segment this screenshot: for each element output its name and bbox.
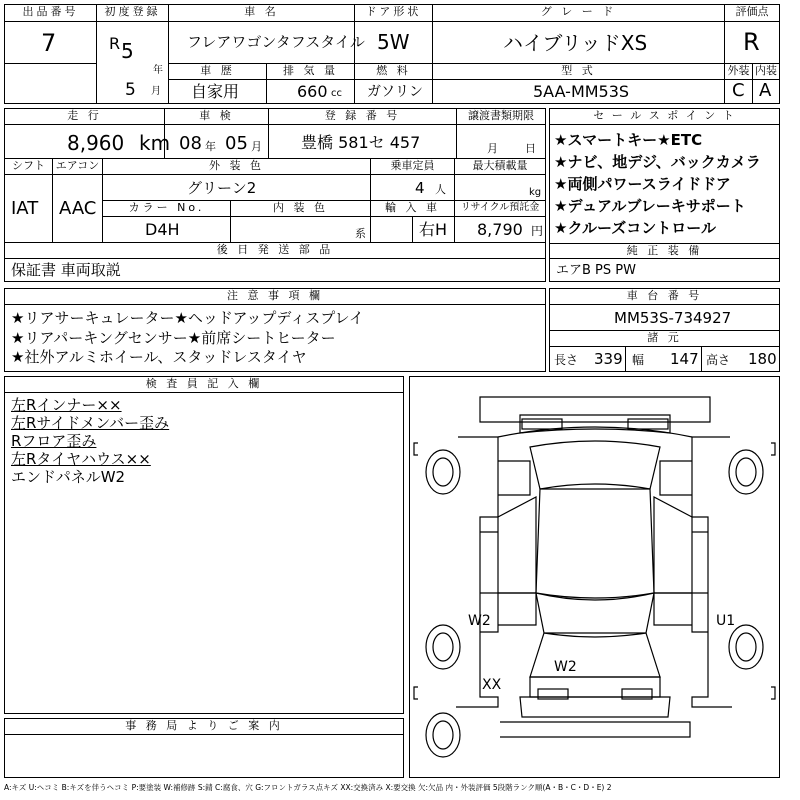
model: 5AA-MM53S [533,82,630,101]
insp-month-unit: 月 [251,140,262,153]
import-label: 輸 入 車 [371,201,455,217]
first-reg-cell [97,22,169,103]
import-blank [371,217,413,243]
disp-cell [267,80,355,103]
diagram-mark-left: W2 [468,613,491,629]
mileage-label: 走 行 [5,109,165,125]
load-label: 最大積載量 [455,159,545,175]
fuel-cell [355,80,433,103]
history-label: 車 歴 [169,64,267,80]
lot-no-cell [5,22,97,64]
recycle-cell [455,217,545,243]
sales-points-label: セ ー ル ス ポ イ ン ト [550,109,779,125]
height-label: 高さ [706,353,731,367]
grade-cell [433,22,725,64]
insp-year: 08 [179,133,202,154]
int-color-cell [231,217,371,243]
sales-point-3: ★両側パワースライドドア [554,175,731,193]
reg-month-unit: 月 [151,86,161,97]
shift-cell [5,175,53,243]
color-no-cell [103,217,231,243]
history-cell [169,80,267,103]
lot-no-label: 出品番号 [5,5,97,22]
equipment: エアB PS PW [556,263,636,278]
capacity-unit: 人 [435,183,446,196]
note-2: ★リアパーキングセンサー★前席シートヒーター [11,329,336,347]
mid-section [4,108,546,282]
inspection-label: 車 検 [165,109,269,125]
notes-section [4,288,546,372]
model-label: 型 式 [433,64,725,80]
legend: A:キズ U:ヘコミ B:キズを伴うヘコミ P:要塗装 W:補修跡 S:錆 C:腐食、穴 G:フロントガラス点キズ XX:交換済み X:要交換 欠:欠品 内・外装評価 5段階ランク順(A・B・C・D・E) 2 [4,783,612,792]
score-cell [725,22,779,64]
door-cell [355,22,433,64]
later: 保証書 車両取説 [11,261,121,279]
capacity: 4 [415,179,425,197]
model-cell [433,80,725,103]
ext-label: 外装 [725,64,753,80]
insp-month: 05 [225,133,248,154]
disp: 660 [297,82,328,101]
office-section [4,718,404,778]
note-3: ★社外アルミホイール、スタッドレスタイヤ [11,348,307,366]
car-outline-diagram [410,377,779,777]
shift-label: シフト [5,159,53,175]
ext: C [732,80,745,101]
inspector-line-2: 左Rサイドメンバー歪み [11,414,170,432]
chassis-cell [550,305,779,331]
capacity-cell [371,175,455,201]
recycle-label: リサイクル預託金 [455,201,545,217]
chassis-section [549,288,780,372]
sales-point-2: ★ナビ、地デジ、バックカメラ [554,153,761,171]
ac-cell [53,175,103,243]
car-name-cell [169,22,365,64]
note-1: ★リアサーキュレーター★ヘッドアップディスプレイ [11,309,364,327]
color-no-label: カラー No. [103,201,231,217]
door: 5W [377,30,410,54]
length-cell [550,347,626,371]
era: R [109,34,121,53]
length: 339 [594,350,623,368]
disp-unit: cc [331,88,342,99]
top-section [4,4,780,104]
equipment-label: 純 正 装 備 [550,243,779,259]
ac: AAC [59,198,97,219]
reg-year-unit: 年 [153,65,163,76]
diagram-mark-right: U1 [716,613,736,629]
notes-label: 注 意 事 項 欄 [5,289,545,305]
grade-label: グ レ ー ド [433,5,725,22]
reg-no-cell [269,125,457,159]
reg-no-label: 登 録 番 号 [269,109,457,125]
grade: ハイブリッドXS [503,31,648,55]
width-label: 幅 [632,353,645,367]
transfer-label: 譲渡書類期限 [457,109,545,125]
recycle-unit: 円 [531,224,544,238]
score-label: 評価点 [725,5,779,22]
width: 147 [670,350,699,368]
inspector-line-1: 左Rインナー×× [11,396,122,414]
score: R [743,28,760,56]
sales-point-4: ★デュアルブレーキサポート [554,197,746,215]
fuel: ガソリン [367,84,423,100]
chassis-no: MM53S-734927 [614,309,732,327]
int: A [759,80,772,101]
sales-point-1: ★スマートキー★ETC [554,131,703,149]
inspector-section [4,376,404,714]
inspector-line-3: Rフロア歪み [11,432,97,450]
inspection-cell [165,125,269,159]
ext-color-cell [103,175,371,201]
reg-no: 豊橋 581セ 457 [301,133,421,152]
recycle: 8,790 [477,220,523,239]
int-cell [753,80,779,103]
lot-blank [5,64,97,103]
color-no: D4H [145,220,180,239]
diagram-mark-center: W2 [554,659,577,675]
length-label: 長さ [554,353,579,367]
transfer-month: 月 [487,142,498,155]
steering: 右H [419,220,448,239]
load-unit: kg [529,187,542,198]
diagram-mark-xx: XX [482,677,502,693]
mileage: 8,960 [67,131,125,155]
fuel-label: 燃 料 [355,64,433,80]
capacity-label: 乗車定員 [371,159,455,175]
sales-point-5: ★クルーズコントロール [554,219,716,237]
width-cell [626,347,702,371]
first-reg-label: 初度登録 [97,5,169,22]
later-label: 後 日 発 送 部 品 [5,243,545,259]
sales-points [549,108,780,282]
ext-color-label: 外 装 色 [103,159,371,175]
int-label: 内装 [753,64,779,80]
inspector-line-5: エンドパネルW2 [11,468,126,486]
history: 自家用 [191,82,240,101]
disp-label: 排 気 量 [267,64,355,80]
int-color-label: 内 装 色 [231,201,371,217]
chassis-label: 車 台 番 号 [550,289,779,305]
car-name: フレアワゴンタフスタイル [187,33,365,51]
int-color-unit: 系 [355,227,366,240]
height: 180 [748,350,777,368]
height-cell [702,347,779,371]
car-diagram [409,376,780,778]
office-label: 事 務 局 よ り ご 案 内 [5,719,403,735]
load-cell [455,175,545,201]
steering-cell [413,217,455,243]
lot-no: 7 [41,29,57,57]
reg-month: 5 [125,80,136,100]
later-cell [5,259,545,281]
inspector-label: 検 査 員 記 入 欄 [5,377,403,393]
mileage-cell [5,125,171,159]
transfer-cell [457,125,545,159]
transfer-day: 日 [525,142,536,155]
ext-color: グリーン2 [187,179,257,197]
car-name-label: 車 名 [169,5,355,22]
ac-label: エアコン [53,159,103,175]
inspector-line-4: 左Rタイヤハウス×× [11,450,151,468]
spec-label: 諸 元 [550,331,779,347]
door-label: ドア形状 [355,5,433,22]
insp-year-unit: 年 [205,140,216,153]
mileage-unit: km [139,131,171,155]
shift: IAT [11,198,39,219]
reg-year: 5 [121,39,134,63]
ext-cell [725,80,753,103]
